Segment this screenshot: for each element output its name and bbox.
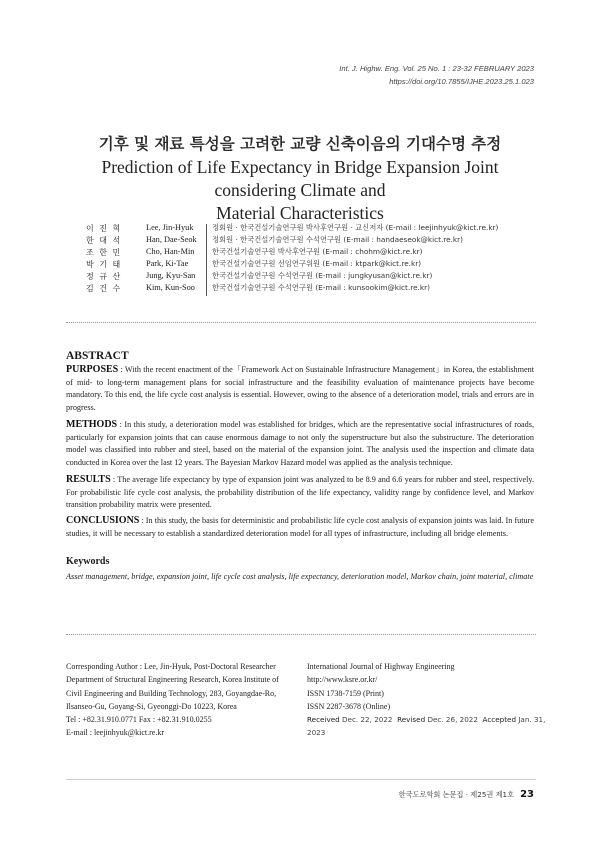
corr-line: Department of Structural Engineering Research, Korea Institute of	[66, 675, 279, 685]
journal-citation: Int. J. Highw. Eng. Vol. 25 No. 1 : 23-32 FEBRUARY 2023	[339, 64, 534, 73]
journal-name: International Journal of Highway Engineering	[307, 662, 455, 671]
author-name-en: Lee, Jin-Hyuk	[146, 223, 194, 232]
footer-rule	[66, 779, 536, 780]
submission-dates	[307, 713, 547, 740]
results-text: : The average life expectancy by type of expansion joint was analyzed to be 8.9 and 6.6 years for rubber and steel, respectively. For probabilistic life cycle cost analysis, the probability distribution of the life expectancy, validity range by confidence level, and Markov transition probability matrix were presented.	[66, 475, 534, 510]
author-affiliation: 한국건설기술연구원 수석연구원 (E-mail : kunsookim@kict.re.kr)	[212, 283, 430, 292]
results-label: RESULTS	[66, 474, 111, 485]
revised-label: Revised	[397, 715, 426, 725]
abstract-heading: ABSTRACT	[66, 350, 129, 362]
author-name-en: Jung, Kyu-San	[146, 271, 196, 280]
abstract-purposes	[66, 364, 534, 414]
author-name-ko: 이 진 혁	[86, 224, 122, 233]
title-english	[60, 156, 540, 225]
conclusions-text: : In this study, the basis for deterministic and probabilistic life cycle cost analysis of expansion joints was laid. In future studies, it will be necessary to establish a standardized deterioration model for all types of infrastructure, including all bridge elements.	[66, 516, 534, 538]
footer-journal: 한국도로학회 논문집 · 제25권 제1호	[398, 790, 515, 799]
corr-line: Ilsanseo-Gu, Goyang-Si, Gyeonggi-Do 10223, Korea	[66, 701, 237, 711]
author-divider	[206, 224, 207, 296]
author-affiliation: 한국건설기술연구원 박사후연구원 (E-mail : chohm@kict.re.kr)	[212, 247, 423, 256]
received-label: Received	[307, 715, 340, 725]
methods-text: : In this study, a deterioration model was established for bridges, which are the representative social infrastructures of roads, particularly for expansion joints that can cause enormous damage to not only the superstructure but also the substructure. The deterioration model was classified into rubber and steel, based on the material of the expansion joint. The analysis used the inspection and climate data conducted in Korea over the last 12 years. The Bayesian Markov Hazard model was applied as the analysis technique.	[66, 420, 534, 467]
dotted-divider-top	[66, 322, 536, 323]
keywords-heading: Keywords	[66, 556, 110, 567]
author-name-en: Park, Ki-Tae	[146, 259, 189, 268]
author-name-en: Kim, Kun-Soo	[146, 283, 195, 292]
author-affiliation: 정회원 · 한국건설기술연구원 수석연구원 (E-mail : handaeseok@kict.re.kr)	[212, 235, 464, 244]
author-name-ko: 김 건 수	[86, 284, 122, 293]
corresponding-author	[66, 660, 296, 740]
corr-line: Corresponding Author : Lee, Jin-Hyuk, Post-Doctoral Researcher	[66, 662, 276, 671]
author-name-en: Han, Dae-Seok	[146, 235, 197, 244]
keywords-text: Asset management, bridge, expansion joint, life cycle cost analysis, life expectancy, deterioration model, Markov chain, joint material, climate	[66, 572, 534, 581]
title-english-line2: Material Characteristics	[216, 203, 384, 223]
corr-line: E-mail : leejinhyuk@kict.re.kr	[66, 728, 165, 738]
methods-label: METHODS	[66, 419, 118, 430]
title-korean: 기후 및 재료 특성을 고려한 교량 신축이음의 기대수명 추정	[98, 135, 502, 153]
conclusions-label: CONCLUSIONS	[66, 515, 140, 526]
purposes-text: : With the recent enactment of the「Framework Act on Sustainable Infrastructure Management」in Korea, the establishment of mid- to long-term management plans for social infrastructure and the feasibility evaluation of maintenance projects have become mandatory. To this end, the life cycle cost analysis is essential. However, owing to the absence of a deterioration model, trials and errors are in progress.	[66, 365, 534, 412]
page-footer	[399, 789, 534, 800]
purposes-label: PURPOSES	[66, 364, 119, 375]
author-name-ko: 조 한 민	[86, 248, 122, 257]
author-affiliation: 정회원 · 한국건설기술연구원 박사후연구원 · 교신저자 (E-mail : leejinhyuk@kict.re.kr)	[212, 223, 499, 232]
abstract-results	[66, 474, 534, 512]
received-date: Dec. 22, 2022	[342, 715, 393, 725]
abstract-methods	[66, 419, 534, 469]
author-name-en: Cho, Han-Min	[146, 247, 195, 256]
accepted-label: Accepted	[482, 715, 517, 725]
author-name-ko: 박 기 태	[86, 260, 122, 269]
title-english-line1: Prediction of Life Expectancy in Bridge Expansion Joint considering Climate and	[101, 157, 499, 200]
author-name-ko: 한 대 석	[86, 236, 122, 245]
journal-url[interactable]: http://www.ksre.or.kr/	[307, 675, 378, 685]
author-name-ko: 정 규 산	[86, 272, 122, 281]
corr-line: Civil Engineering and Building Technology, 283, Goyangdae-Ro,	[66, 688, 277, 698]
author-affiliation: 한국건설기술연구원 수석연구원 (E-mail : jungkyusan@kict.re.kr)	[212, 271, 433, 280]
journal-info	[307, 660, 547, 740]
doi-link[interactable]: https://doi.org/10.7855/IJHE.2023.25.1.023	[389, 77, 534, 86]
issn-online: ISSN 2287-3678 (Online)	[307, 701, 391, 711]
accepted-date: Jan. 31, 2023	[307, 715, 546, 738]
page-number: 23	[520, 789, 534, 800]
issn-print: ISSN 1738-7159 (Print)	[307, 688, 384, 698]
dotted-divider-bottom	[66, 634, 536, 635]
author-affiliation: 한국건설기술연구원 선임연구위원 (E-mail : ktpark@kict.re.kr)	[212, 259, 422, 268]
revised-date: Dec. 26, 2022	[427, 715, 478, 725]
abstract-conclusions	[66, 515, 534, 540]
corr-line: Tel : +82.31.910.0771 Fax : +82.31.910.0255	[66, 715, 212, 725]
